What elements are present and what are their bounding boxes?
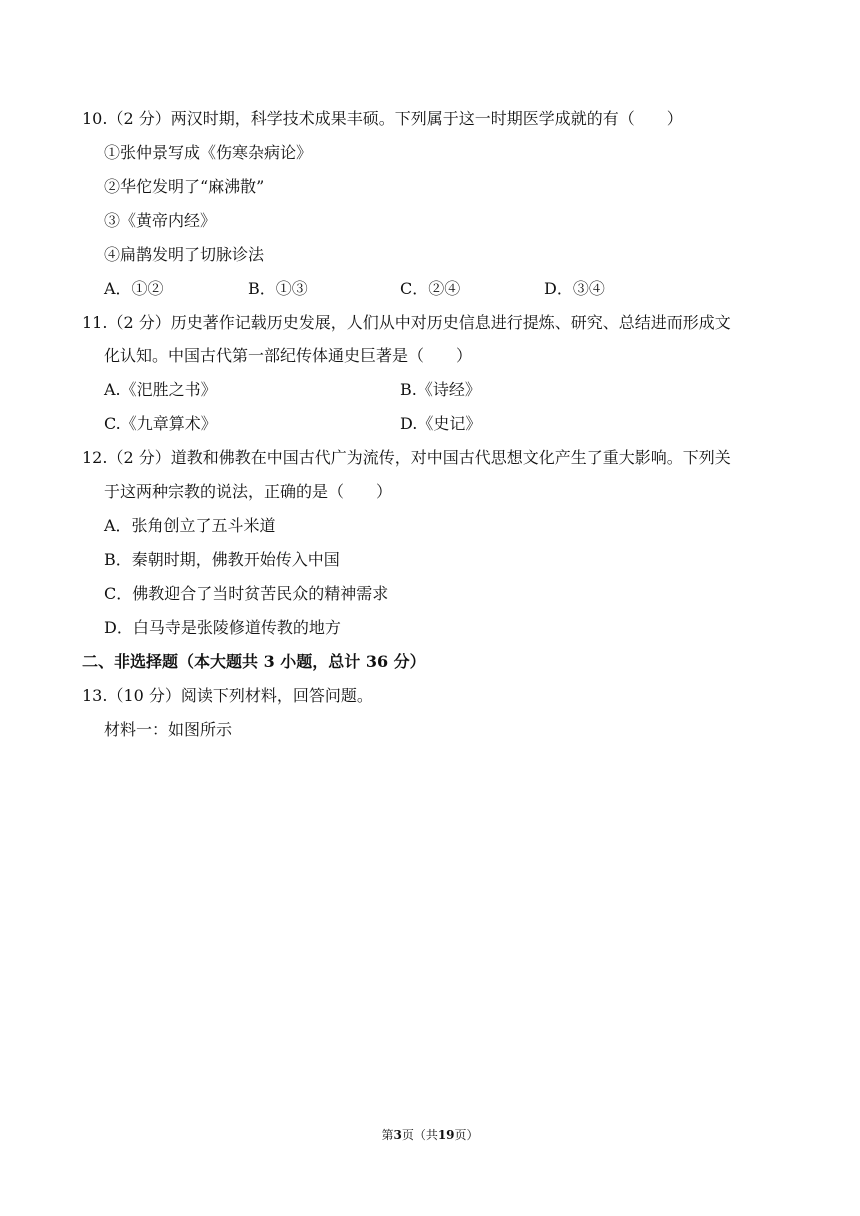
footer-suffix: 页） [454,1128,479,1142]
q12-option-b: B．秦朝时期，佛教开始传入中国 [104,550,340,569]
q12-option-d: D．白马寺是张陵修道传教的地方 [104,618,341,637]
footer-page-number: 3 [393,1128,402,1142]
q11-option-c: C.《九章算术》 [104,414,217,433]
q12-option-c: C．佛教迎合了当时贫苦民众的精神需求 [104,584,389,603]
q10-item-1: ①张仲景写成《伤寒杂病论》 [104,143,313,162]
footer-prefix: 第 [381,1128,394,1142]
q10-item-4: ④扁鹊发明了切脉诊法 [104,245,265,264]
q10-option-c: C．②④ [400,279,461,298]
q10-item-3: ③《黄帝内经》 [104,211,217,230]
footer-middle: 页（共 [401,1128,438,1142]
q12-stem-line2: 于这两种宗教的说法，正确的是（ ） [104,482,393,501]
q10-stem: 10.（2 分）两汉时期，科学技术成果丰硕。下列属于这一时期医学成就的有（ ） [82,109,683,128]
q11-stem-line2: 化认知。中国古代第一部纪传体通史巨著是（ ） [104,346,473,365]
footer-total-pages: 19 [437,1128,455,1142]
q13-material1: 材料一：如图所示 [104,720,233,739]
q10-option-a: A．①② [104,279,164,298]
q10-option-d: D．③④ [544,279,605,298]
q10-option-b: B．①③ [248,279,308,298]
q11-option-a: A.《汜胜之书》 [104,380,217,399]
q11-option-b: B.《诗经》 [400,380,481,399]
section-heading: 二、非选择题（本大题共 3 小题，总计 36 分） [82,652,426,671]
q12-option-a: A．张角创立了五斗米道 [104,516,276,535]
q10-item-2: ②华佗发明了“麻沸散” [104,177,265,196]
q12-stem-line1: 12.（2 分）道教和佛教在中国古代广为流传，对中国古代思想文化产生了重大影响。下列关 [82,448,731,467]
q11-stem-line1: 11.（2 分）历史著作记载历史发展，人们从中对历史信息进行提炼、研究、总结进而形成文 [82,313,731,332]
page-footer [0,1127,860,1143]
q11-option-d: D.《史记》 [400,414,482,433]
q13-stem: 13.（10 分）阅读下列材料，回答问题。 [82,686,373,705]
